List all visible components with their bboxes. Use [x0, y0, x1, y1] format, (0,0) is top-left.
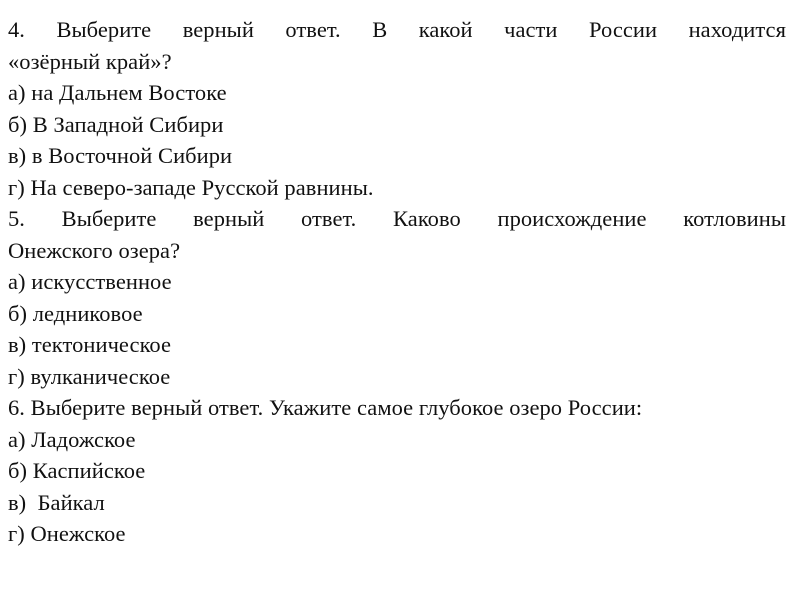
question-5-text-line-2: Онежского озера? [8, 237, 181, 263]
question-5-option-a: а) искусственное [8, 269, 172, 294]
question-6-option-b: б) Каспийское [8, 458, 146, 483]
question-4-text-line-2: «озёрный край»? [8, 48, 172, 74]
question-4-option-c: в) в Восточной Сибири [8, 143, 233, 168]
question-5-option-b: б) ледниковое [8, 300, 143, 326]
question-6-option-c: в) Байкал [8, 489, 105, 515]
question-5-text-line-1: 5. Выберите верный ответ. Каково происхождение котловины [8, 206, 786, 231]
question-5-option-d: г) вулканическое [8, 363, 171, 389]
question-4-option-d: г) На северо-западе Русской равнины. [8, 174, 374, 200]
question-5-option-c: в) тектоническое [8, 332, 172, 357]
question-6-text: 6. Выберите верный ответ. Укажите самое глубокое озеро России: [8, 395, 643, 420]
quiz-slide [8, 14, 786, 550]
question-4-option-b: б) В Западной Сибири [8, 111, 224, 137]
question-6-option-a: а) Ладожское [8, 426, 136, 452]
question-4-text-line-1: 4. Выберите верный ответ. В какой части России находится [8, 17, 786, 42]
question-6-option-d: г) Онежское [8, 521, 126, 546]
question-4-option-a: а) на Дальнем Востоке [8, 80, 227, 105]
